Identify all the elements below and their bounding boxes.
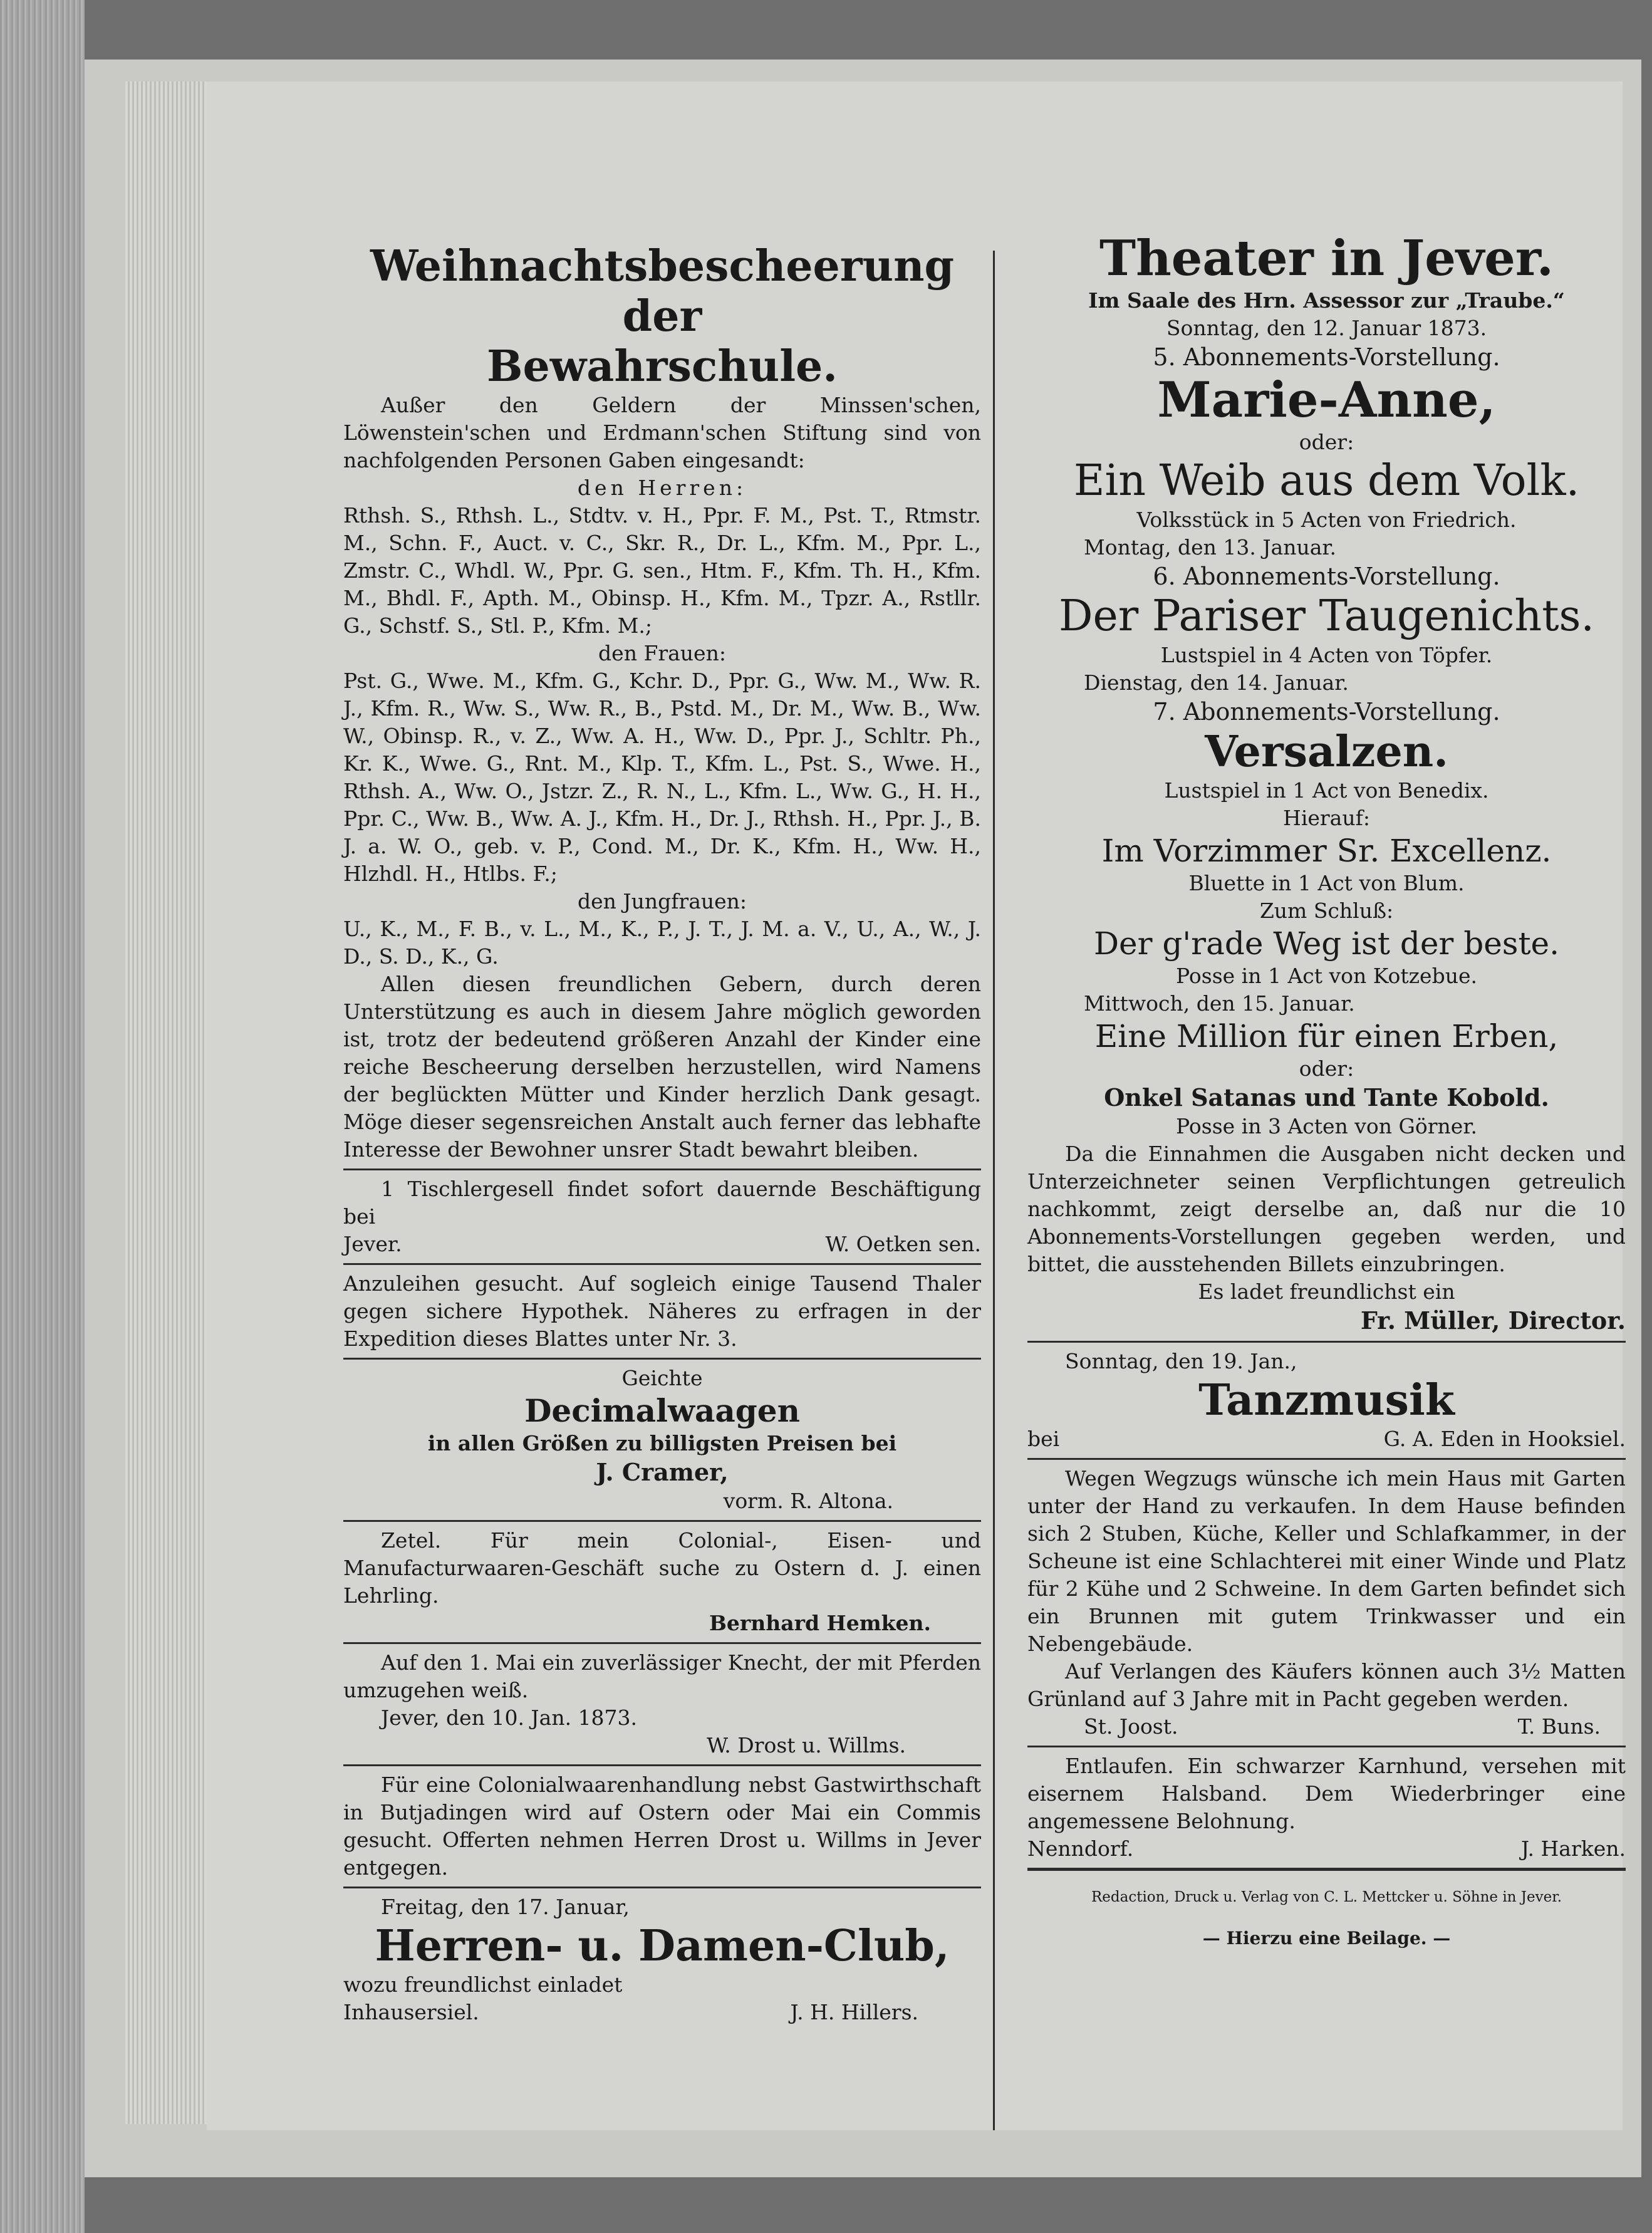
bewahrschule-title-1: Weihnachtsbescheerung der: [370, 241, 955, 341]
frauen-heading: den Frauen:: [598, 641, 726, 665]
herren-list: Rthsh. S., Rthsh. L., Stdtv. v. H., Ppr. F. M., Pst. T., Rtmstr. M., Schn. F., Auct. v. C., Skr. R., Dr. L., Kfm. M., Ppr. L., Zmstr. C., Whdl. W., Ppr. G. sen., Htm. F., Kfm. Th. H., Kfm. M., Bhdl. F., Apth. M., Obinsp. H., Kfm. M., Tpzr. A., Rstllr. G., Schstf. S., Stl. P., Kfm. M.;: [343, 503, 981, 638]
zetel-name: Bernhard Hemken.: [709, 1611, 931, 1635]
haus-signature: [1027, 1713, 1626, 1741]
rule: [343, 1263, 981, 1265]
play-6-oder: oder:: [1299, 1056, 1354, 1081]
ad-club: [343, 1893, 981, 2026]
theater-abo-2: 6. Abonnements-Vorstellung.: [1153, 563, 1500, 590]
waagen-title: Decimalwaagen: [524, 1392, 800, 1429]
theater-date-2: Montag, den 13. Januar.: [1084, 535, 1337, 560]
anzuleihen-text: Anzuleihen gesucht. Auf sogleich einige Tausend Thaler gegen sichere Hypothek. Näheres zu erfragen in der Expedition dieses Blattes unter Nr. 3.: [343, 1271, 981, 1351]
tischler-text: 1 Tischlergesell findet sofort dauernde Beschäftigung bei: [343, 1177, 981, 1229]
play-6-subtitle: Onkel Satanas und Tante Kobold.: [1104, 1083, 1549, 1111]
ad-tischler: [343, 1175, 981, 1258]
play-2-info: Lustspiel in 4 Acten von Töpfer.: [1160, 643, 1493, 667]
rule: [1027, 1341, 1626, 1343]
tanz-bei: bei: [1027, 1427, 1060, 1451]
hund-text: Entlaufen. Ein schwarzer Karnhund, versehen mit eisernem Halsband. Dem Wiederbringer eine angemessene Belohnung.: [1027, 1754, 1626, 1833]
rule: [343, 1169, 981, 1170]
club-name: J. H. Hillers.: [790, 2000, 918, 2024]
rule: [343, 1642, 981, 1644]
play-6-title: Eine Million für einen Erben,: [1094, 1018, 1559, 1054]
zetel-text: Zetel. Für mein Colonial-, Eisen- und Manufacturwaaren-Geschäft suche zu Ostern d. J. einen Lehrling.: [343, 1528, 981, 1608]
bewahrschule-title-2: Bewahrschule.: [487, 341, 838, 392]
club-line: wozu freundlichst einladet: [343, 1972, 623, 1997]
tischler-name: W. Oetken sen.: [825, 1232, 981, 1256]
hund-name: J. Harken.: [1520, 1836, 1626, 1861]
tanz-signature: [1027, 1425, 1626, 1453]
tanz-title: Tanzmusik: [1198, 1375, 1455, 1425]
book-edge: [0, 0, 85, 2233]
theater-title: Theater in Jever.: [1099, 230, 1554, 287]
waagen-name: J. Cramer,: [596, 1458, 729, 1486]
play-6-info: Posse in 3 Acten von Görner.: [1176, 1114, 1477, 1138]
jungfrauen-list: U., K., M., F. B., v. L., M., K., P., J. T., J. M. a. V., U., A., W., J. D., S. D., K., G.: [343, 917, 981, 969]
haus-text-2: Auf Verlangen des Käufers können auch 3½ Matten Grünland auf 3 Jahre mit in Pacht gegeben werden.: [1027, 1659, 1626, 1711]
ad-colonial: [343, 1771, 981, 1882]
play-2-title: Der Pariser Taugenichts.: [1058, 591, 1595, 641]
theater-director: Fr. Müller, Director.: [1360, 1306, 1626, 1335]
waagen-line: in allen Größen zu billigsten Preisen bei: [427, 1431, 897, 1455]
waagen-sub: vorm. R. Altona.: [723, 1489, 893, 1513]
play-4-title: Im Vorzimmer Sr. Excellenz.: [1101, 833, 1552, 869]
right-column: [1027, 138, 1626, 1968]
hund-signature: [1027, 1835, 1626, 1863]
ad-haus: [1027, 1465, 1626, 1741]
knecht-name: W. Drost u. Willms.: [707, 1733, 906, 1757]
ad-knecht: [343, 1649, 981, 1759]
rule: [1027, 1458, 1626, 1460]
theater-venue: Im Saale des Hrn. Assessor zur „Traube.“: [1088, 288, 1565, 313]
tanz-name: G. A. Eden in Hooksiel.: [1383, 1427, 1626, 1451]
column-divider: [993, 251, 995, 2130]
club-signature: [343, 1999, 981, 2026]
rule: [343, 1887, 981, 1888]
knecht-date: Jever, den 10. Jan. 1873.: [381, 1705, 638, 1730]
play-1-info: Volksstück in 5 Acten von Friedrich.: [1136, 508, 1517, 532]
rule: [1027, 1868, 1626, 1871]
rule: [343, 1520, 981, 1522]
play-3-title: Versalzen.: [1205, 727, 1448, 777]
ad-anzuleihen: [343, 1270, 981, 1353]
theater-date-4: Mittwoch, den 15. Januar.: [1084, 991, 1355, 1016]
herren-heading: den Herren:: [577, 476, 747, 500]
frauen-list: Pst. G., Wwe. M., Kfm. G., Kchr. D., Ppr. G., Ww. M., Ww. R. J., Kfm. R., Ww. S., Ww. R., B., Pstd. M., Dr. M., Ww. B., Ww. W., Obinsp. R., v. Z., Ww. A. H., Ww. D., Ppr. J., Schltr. Ph., Kr. K., Wwe. G., Rnt. M., Klp. T., Kfm. L., Pst. S., Wwe. H., Rthsh. A., Ww. O., Jstzr. Z., R. N., L., Kfm. L., Ww. G., H. H., Ppr. C., Ww. B., Ww. A. J., Kfm. H., Dr. J., Rthsh. H., Ppr. J., B. J. a. W. O., geb. v. P., Cond. M., Dr. K., Kfm. H., Ww. H., Hlzhdl. H., Htlbs. F.;: [343, 669, 981, 886]
page-stack: [125, 81, 207, 2124]
rule: [343, 1764, 981, 1766]
club-date: Freitag, den 17. Januar,: [381, 1895, 630, 1919]
theater-schluss: Zum Schluß:: [1259, 898, 1394, 923]
knecht-text: Auf den 1. Mai ein zuverlässiger Knecht, der mit Pferden umzugehen weiß.: [343, 1650, 981, 1702]
theater-hierauf: Hierauf:: [1283, 806, 1370, 830]
left-column: [343, 138, 981, 2026]
play-3-info: Lustspiel in 1 Act von Benedix.: [1164, 778, 1489, 803]
haus-name: T. Buns.: [1517, 1714, 1601, 1739]
tischler-place: Jever.: [343, 1232, 402, 1256]
play-4-info: Bluette in 1 Act von Blum.: [1188, 871, 1465, 895]
beilage-line: — Hierzu eine Beilage. —: [1202, 1928, 1451, 1949]
club-title: Herren- u. Damen-Club,: [375, 1921, 950, 1971]
club-place: Inhausersiel.: [343, 2000, 479, 2024]
hund-place: Nenndorf.: [1027, 1836, 1134, 1861]
ad-theater: [1027, 231, 1626, 1336]
ad-zetel: [343, 1527, 981, 1637]
rule: [343, 1358, 981, 1360]
theater-date-3: Dienstag, den 14. Januar.: [1084, 670, 1349, 695]
haus-place: St. Joost.: [1084, 1714, 1178, 1739]
haus-text-1: Wegen Wegzugs wünsche ich mein Haus mit Garten unter der Hand zu verkaufen. In dem Hause befinden sich 2 Stuben, Küche, Keller und Schlafkammer, in der Scheune ist eine Schlachterei mit einer Winde und Platz für 2 Kühe und 2 Schweine. In dem Garten befindet sich ein Brunnen mit gutem Trinkwasser und ein Nebengebäude.: [1027, 1466, 1626, 1656]
rule: [1027, 1746, 1626, 1747]
play-5-title: Der g'rade Weg ist der beste.: [1093, 925, 1560, 962]
theater-notice: Da die Einnahmen die Ausgaben nicht decken und Unterzeichneter seinen Verpflichtungen getreulich nachkommt, zeigt derselbe an, daß nur die 10 Abonnements-Vorstellungen gegeben werden, und bittet, die ausstehenden Billets einzubringen.: [1027, 1142, 1626, 1276]
play-5-info: Posse in 1 Act von Kotzebue.: [1176, 964, 1477, 988]
bewahrschule-intro: Außer den Geldern der Minssen'schen, Löwenstein'schen und Erdmann'schen Stiftung sind von nachfolgenden Personen Gaben eingesandt:: [343, 393, 981, 472]
imprint: [1027, 1885, 1626, 1950]
bewahrschule-thanks: Allen diesen freundlichen Gebern, durch deren Unterstützung es auch in diesem Jahre möglich geworden ist, trotz der bedeutend größeren Anzahl der Kinder eine reiche Bescheerung derselben herzustellen, wird Namens der beglückten Mütter und Kinder herzlich Dank gesagt. Möge dieser segensreichen Anstalt auch ferner das lebhafte Interesse der Bewohner unsrer Stadt bewahrt bleiben.: [343, 972, 981, 1162]
waagen-pre: Geichte: [621, 1366, 703, 1390]
imprint-line: Redaction, Druck u. Verlag von C. L. Mettcker u. Söhne in Jever.: [1091, 1889, 1562, 1905]
theater-abo-3: 7. Abonnements-Vorstellung.: [1153, 698, 1500, 726]
theater-abo-1: 5. Abonnements-Vorstellung.: [1153, 343, 1500, 371]
jungfrauen-heading: den Jungfrauen:: [577, 889, 747, 914]
ad-tanzmusik: [1027, 1348, 1626, 1453]
ad-waagen: [343, 1365, 981, 1515]
ad-hund: [1027, 1752, 1626, 1863]
theater-date-1: Sonntag, den 12. Januar 1873.: [1166, 316, 1487, 340]
tanz-date: Sonntag, den 19. Jan.,: [1065, 1349, 1297, 1373]
play-1-oder: oder:: [1299, 430, 1354, 454]
tischler-signature: [343, 1231, 981, 1258]
play-1-subtitle: Ein Weib aus dem Volk.: [1073, 456, 1580, 506]
theater-invite: Es ladet freundlichst ein: [1198, 1279, 1455, 1304]
colonial-text: Für eine Colonialwaarenhandlung nebst Gastwirthschaft in Butjadingen wird auf Ostern oder Mai ein Commis gesucht. Offerten nehmen Herren Drost u. Willms in Jever entgegen.: [343, 1772, 981, 1880]
play-1-title: Marie-Anne,: [1157, 372, 1496, 429]
ad-bewahrschule: [343, 241, 981, 1163]
